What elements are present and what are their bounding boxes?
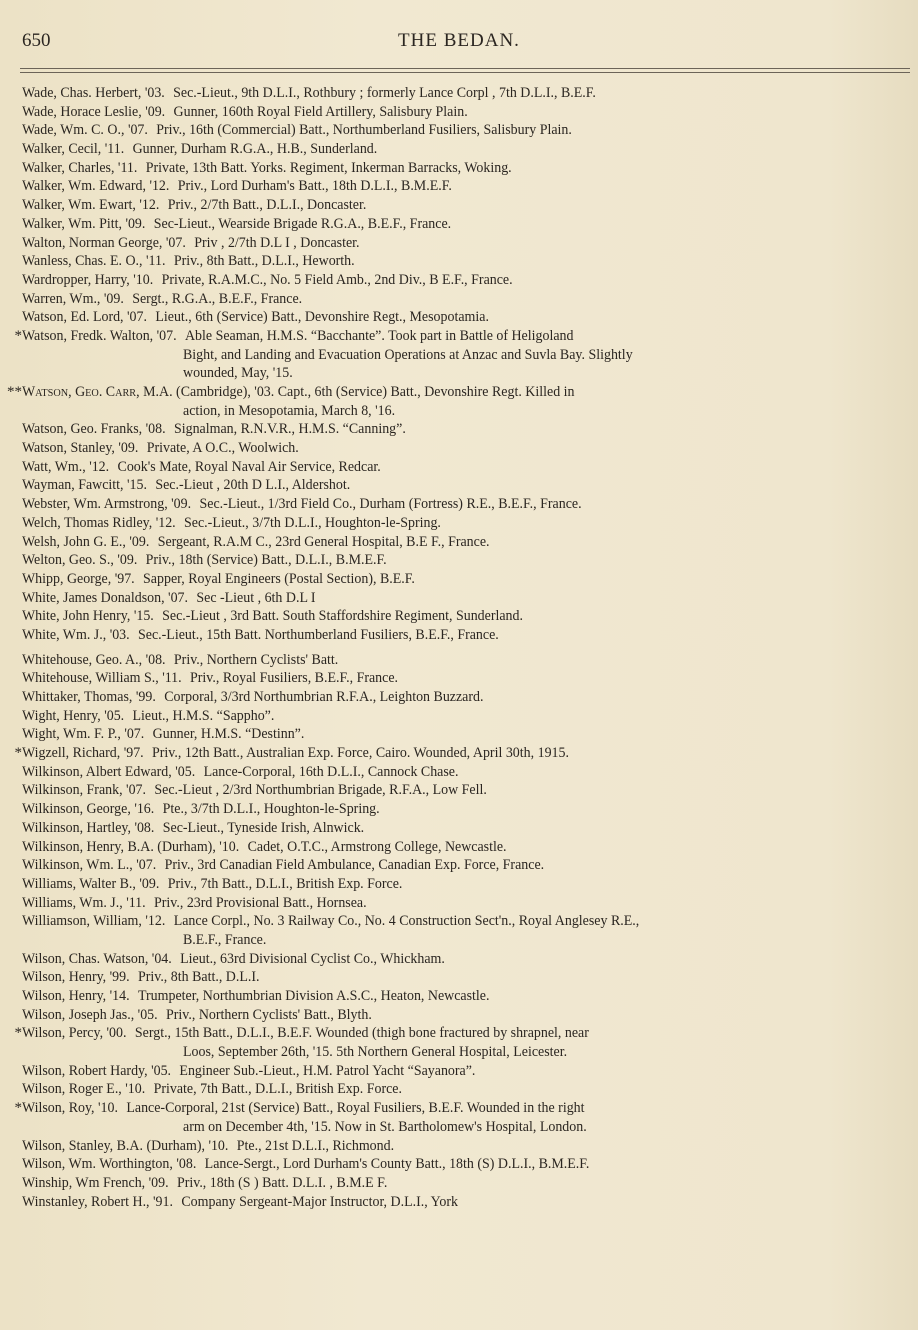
entry-line-text — [22, 215, 451, 234]
page-number: 650 — [22, 30, 51, 51]
list-item — [0, 707, 918, 726]
entry-line-text — [22, 551, 387, 570]
list-item — [0, 103, 918, 122]
entry-first-line — [0, 215, 918, 234]
entry-line-text — [22, 252, 355, 271]
entry-line-text — [22, 607, 523, 626]
entry-name: Wight, Wm. F. P., '07. — [22, 726, 145, 743]
running-title: THE BEDAN. — [398, 30, 520, 51]
list-item — [0, 950, 918, 969]
entry-line-text: Loos, September 26th, '15. 5th Northern General Hospital, Leicester. — [183, 1044, 568, 1061]
entry-first-line — [0, 1193, 918, 1212]
entry-first-line — [0, 669, 918, 688]
entry-first-line — [0, 327, 918, 346]
entry-details: Lance-Sergt., Lord Durham's County Batt., 18th (S) D.L.I., B.M.E.F. — [204, 1156, 590, 1173]
entry-line-text — [22, 383, 575, 402]
entry-first-line — [0, 950, 918, 969]
entry-line-text — [22, 514, 441, 533]
entry-first-line — [0, 420, 918, 439]
entry-first-line — [0, 159, 918, 178]
entry-details: Lance Corpl., No. 3 Railway Co., No. 4 Construction Sect'n., Royal Anglesey R.E., — [173, 913, 640, 930]
entry-line-text — [22, 725, 304, 744]
list-item — [0, 819, 918, 838]
list-item — [0, 669, 918, 688]
entry-name: White, Wm. J., '03. — [22, 626, 130, 643]
entry-line-text — [22, 121, 572, 140]
entry-line-text — [22, 476, 350, 495]
list-item — [0, 1024, 918, 1061]
asterisk-mark: * — [14, 327, 22, 344]
entry-first-line — [0, 495, 918, 514]
entry-first-line — [0, 651, 918, 670]
list-item — [0, 140, 918, 159]
entry-first-line — [0, 781, 918, 800]
entry-details: Gunner, Durham R.G.A., H.B., Sunderland. — [132, 141, 378, 158]
entry-details: Private, A O.C., Woolwich. — [146, 440, 299, 457]
entry-name: Welsh, John G. E., '09. — [22, 533, 150, 550]
entry-line-text — [22, 533, 490, 552]
entry-name: Watson, Geo. Carr — [22, 384, 137, 400]
entry-first-line — [0, 1099, 918, 1118]
entry-name: Walker, Wm. Ewart, '12. — [22, 197, 160, 214]
entry-first-line — [0, 987, 918, 1006]
entry-name: Wilson, Henry, '14. — [22, 988, 130, 1004]
entry-name: Walton, Norman George, '07. — [22, 234, 186, 251]
entry-first-line — [0, 458, 918, 477]
entry-first-line — [0, 1080, 918, 1099]
entry-line-text — [22, 589, 316, 608]
entry-details: Priv , 2/7th D.L I , Doncaster. — [194, 234, 360, 251]
entry-name: Williams, Walter B., '09. — [22, 875, 160, 892]
list-item — [0, 763, 918, 782]
entry-line-text — [22, 856, 544, 875]
entry-details: Priv., Northern Cyclists' Batt., Blyth. — [166, 1006, 372, 1023]
entry-line-text — [22, 894, 367, 913]
entry-first-line — [0, 838, 918, 857]
list-item — [0, 458, 918, 477]
list-item — [0, 383, 918, 420]
entry-name: Wilson, Joseph Jas., '05. — [22, 1006, 158, 1023]
entry-name: Wilson, Roger E., '10. — [22, 1081, 146, 1098]
entry-name: Walker, Cecil, '11. — [22, 141, 125, 158]
entry-line-text — [22, 819, 364, 838]
entry-line-text — [22, 420, 406, 439]
entry-line-text — [22, 1080, 402, 1099]
entry-line-text — [22, 1155, 589, 1174]
entry-line-text — [22, 950, 445, 969]
list-item — [0, 894, 918, 913]
entry-details: Sec.-Lieut., 1/3rd Field Co., Durham (Fortress) R.E., B.E.F., France. — [199, 496, 582, 513]
entry-line-text — [22, 651, 338, 670]
list-item — [0, 533, 918, 552]
entry-details: Priv., 8th Batt., D.L.I. — [137, 969, 260, 986]
entry-name: Wardropper, Harry, '10. — [22, 271, 154, 288]
entry-first-line — [0, 894, 918, 913]
list-item — [0, 838, 918, 857]
entry-details: Sapper, Royal Engineers (Postal Section), B.E.F. — [143, 570, 415, 587]
list-item — [0, 856, 918, 875]
entry-name: Wilson, Percy, '00. — [22, 1025, 127, 1042]
entry-name: Wilson, Chas. Watson, '04. — [22, 950, 172, 967]
entry-name: Walker, Wm. Pitt, '09. — [22, 215, 146, 232]
entry-details: Private, 7th Batt., D.L.I., British Exp. Force. — [153, 1081, 402, 1098]
entry-name: Wilson, Henry, '99. — [22, 969, 130, 986]
entry-details: , M.A. (Cambridge), '03. Capt., 6th (Service) Batt., Devonshire Regt. Killed in — [136, 384, 575, 400]
entry-first-line — [0, 707, 918, 726]
entry-line-text — [22, 177, 452, 196]
list-item — [0, 781, 918, 800]
entry-first-line — [0, 121, 918, 140]
list-item — [0, 514, 918, 533]
entry-name: Welton, Geo. S., '09. — [22, 552, 138, 569]
entry-first-line — [0, 252, 918, 271]
entry-details: Sec-Lieut., Tyneside Irish, Alnwick. — [162, 819, 365, 836]
entry-details: Sergt., R.G.A., B.E.F., France. — [132, 290, 303, 307]
list-item — [0, 875, 918, 894]
entry-details: Pte., 21st D.L.I., Richmond. — [236, 1137, 395, 1154]
entry-first-line — [0, 1062, 918, 1081]
entry-line-text — [22, 1062, 475, 1081]
list-item — [0, 271, 918, 290]
entry-details: Sec.-Lieut , 3rd Batt. South Staffordshire Regiment, Sunderland. — [162, 608, 523, 625]
entry-details: Gunner, 160th Royal Field Artillery, Salisbury Plain. — [173, 103, 468, 120]
list-item — [0, 420, 918, 439]
list-item — [0, 725, 918, 744]
entry-continuation-line — [0, 1118, 918, 1137]
entry-first-line — [0, 1024, 918, 1043]
entry-name: Wade, Wm. C. O., '07. — [22, 122, 148, 139]
entry-first-line — [0, 140, 918, 159]
list-item — [0, 84, 918, 103]
list-item — [0, 1155, 918, 1174]
entry-details: Priv., 8th Batt., D.L.I., Heworth. — [173, 253, 355, 270]
entry-first-line — [0, 551, 918, 570]
entry-continuation-line — [0, 364, 918, 383]
entry-first-line — [0, 819, 918, 838]
entry-first-line — [0, 271, 918, 290]
entry-line-text — [22, 327, 573, 346]
entry-name: Wilson, Roy, '10. — [22, 1100, 118, 1117]
list-item — [0, 570, 918, 589]
entry-first-line — [0, 290, 918, 309]
entry-continuation-line — [0, 1043, 918, 1062]
entry-details: Private, R.A.M.C., No. 5 Field Amb., 2nd Div., B E.F., France. — [161, 271, 513, 288]
entry-name: Wilkinson, Albert Edward, '05. — [22, 763, 196, 780]
entry-details: Sec.-Lieut., 3/7th D.L.I., Houghton-le-Spring. — [184, 514, 441, 531]
entry-line-text — [22, 159, 512, 178]
entry-first-line — [0, 234, 918, 253]
list-item — [0, 589, 918, 608]
entry-name: Walker, Wm. Edward, '12. — [22, 178, 170, 195]
entry-details: Priv., 16th (Commercial) Batt., Northumberland Fusiliers, Salisbury Plain. — [156, 122, 572, 139]
list-item — [0, 252, 918, 271]
entry-first-line — [0, 84, 918, 103]
entry-first-line — [0, 476, 918, 495]
entry-name: Williams, Wm. J., '11. — [22, 894, 146, 911]
entry-details: Cook's Mate, Royal Naval Air Service, Redcar. — [117, 458, 381, 475]
entry-name: Watt, Wm., '12. — [22, 458, 110, 475]
asterisk-mark: ** — [7, 384, 22, 400]
entry-line-text — [22, 84, 596, 103]
asterisk-mark: * — [14, 745, 22, 762]
entry-name: Watson, Geo. Franks, '08. — [22, 421, 166, 438]
entry-details: Sec.-Lieut , 2/3rd Northumbrian Brigade, R.F.A., Low Fell. — [154, 782, 487, 799]
entry-name: Whitehouse, Geo. A., '08. — [22, 651, 166, 668]
entry-details: Company Sergeant-Major Instructor, D.L.I., York — [181, 1193, 458, 1210]
entry-name: Wilson, Robert Hardy, '05. — [22, 1062, 172, 1079]
entry-details: Priv., 18th (S ) Batt. D.L.I. , B.M.E F. — [176, 1174, 388, 1191]
entry-details: Sec-Lieut., Wearside Brigade R.G.A., B.E.F., France. — [153, 215, 452, 232]
list-item — [0, 987, 918, 1006]
entry-first-line — [0, 856, 918, 875]
entry-line-text — [22, 781, 487, 800]
entry-name: Wilkinson, Wm. L., '07. — [22, 857, 157, 874]
roll-of-service-list — [0, 84, 918, 1211]
list-item — [0, 651, 918, 670]
entry-name: Wilson, Wm. Worthington, '08. — [22, 1156, 197, 1173]
entry-continuation-line — [0, 931, 918, 950]
list-item — [0, 1062, 918, 1081]
entry-first-line — [0, 1006, 918, 1025]
list-item — [0, 215, 918, 234]
list-item — [0, 439, 918, 458]
entry-line-text — [22, 290, 302, 309]
entry-details: Corporal, 3/3rd Northumbrian R.F.A., Leighton Buzzard. — [164, 689, 484, 705]
asterisk-mark: * — [14, 1100, 22, 1117]
list-item — [0, 1193, 918, 1212]
entry-details: Sec.-Lieut., 9th D.L.I., Rothbury ; formerly Lance Corpl , 7th D.L.I., B.E.F. — [173, 85, 596, 101]
entry-line-text — [22, 308, 489, 327]
entry-name: Wilson, Stanley, B.A. (Durham), '10. — [22, 1137, 229, 1154]
entry-line-text — [22, 763, 458, 782]
list-item — [0, 800, 918, 819]
entry-line-text: arm on December 4th, '15. Now in St. Bartholomew's Hospital, London. — [183, 1118, 587, 1135]
entry-details: Engineer Sub.-Lieut., H.M. Patrol Yacht “Sayanora”. — [179, 1062, 476, 1079]
entry-line-text — [22, 103, 468, 122]
entry-line-text — [22, 1099, 585, 1118]
list-item — [0, 121, 918, 140]
entry-first-line — [0, 514, 918, 533]
list-item — [0, 744, 918, 763]
entry-details: Pte., 3/7th D.L.I., Houghton-le-Spring. — [162, 801, 380, 818]
entry-details: Sec.-Lieut , 20th D L.I., Aldershot. — [155, 477, 351, 494]
entry-name: Wade, Horace Leslie, '09. — [22, 103, 166, 120]
entry-name: Wilkinson, Hartley, '08. — [22, 819, 155, 836]
list-item — [0, 1174, 918, 1193]
list-item — [0, 327, 918, 383]
entry-line-text — [22, 744, 569, 763]
list-item — [0, 234, 918, 253]
entry-details: Able Seaman, H.M.S. “Bacchante”. Took part in Battle of Heligoland — [184, 327, 574, 344]
entry-first-line — [0, 607, 918, 626]
list-item — [0, 1006, 918, 1025]
entry-details: Priv., 7th Batt., D.L.I., British Exp. Force. — [167, 875, 403, 892]
entry-line-text — [22, 800, 380, 819]
entry-details: Priv., 3rd Canadian Field Ambulance, Canadian Exp. Force, France. — [164, 857, 545, 874]
entry-first-line — [0, 1174, 918, 1193]
entry-first-line — [0, 744, 918, 763]
list-item — [0, 688, 918, 707]
entry-line-text — [22, 912, 639, 931]
entry-details: Sergt., 15th Batt., D.L.I., B.E.F. Wounded (thigh bone fractured by shrapnel, near — [134, 1025, 589, 1042]
entry-details: Sergeant, R.A.M C., 23rd General Hospital, B.E F., France. — [157, 533, 490, 550]
entry-name: Watson, Fredk. Walton, '07. — [22, 327, 177, 344]
entry-first-line — [0, 308, 918, 327]
entry-name: Winstanley, Robert H., '91. — [22, 1193, 173, 1210]
list-item — [0, 290, 918, 309]
entry-first-line — [0, 875, 918, 894]
entry-details: Priv., Northern Cyclists' Batt. — [173, 651, 339, 668]
entry-line-text — [22, 968, 260, 987]
entry-line-text — [22, 196, 366, 215]
list-item — [0, 626, 918, 645]
entry-name: Whipp, George, '97. — [22, 570, 135, 587]
entry-details: Sec -Lieut , 6th D.L I — [196, 589, 316, 606]
list-item — [0, 551, 918, 570]
list-item — [0, 1099, 918, 1136]
entry-line-text: wounded, May, '15. — [183, 365, 293, 382]
entry-line-text: action, in Mesopotamia, March 8, '16. — [183, 402, 396, 419]
entry-first-line — [0, 1155, 918, 1174]
entry-first-line — [0, 968, 918, 987]
list-item — [0, 607, 918, 626]
entry-first-line — [0, 439, 918, 458]
entry-details: Priv., 23rd Provisional Batt., Hornsea. — [154, 894, 367, 911]
entry-details: Priv., 2/7th Batt., D.L.I., Doncaster. — [167, 197, 367, 214]
entry-name: Walker, Charles, '11. — [22, 159, 138, 176]
entry-line-text — [22, 1137, 394, 1156]
entry-line-text — [22, 495, 582, 514]
entry-first-line — [0, 800, 918, 819]
entry-first-line — [0, 196, 918, 215]
list-item — [0, 1080, 918, 1099]
entry-line-text — [22, 140, 377, 159]
entry-name: Winship, Wm French, '09. — [22, 1174, 169, 1191]
entry-first-line — [0, 912, 918, 931]
entry-first-line — [0, 383, 918, 402]
entry-name: Wanless, Chas. E. O., '11. — [22, 253, 166, 270]
entry-line-text — [22, 1024, 589, 1043]
entry-name: Williamson, William, '12. — [22, 913, 166, 930]
entry-details: Lieut., 63rd Divisional Cyclist Co., Whickham. — [180, 950, 445, 967]
entry-name: Wilkinson, Frank, '07. — [22, 782, 147, 799]
entry-first-line — [0, 725, 918, 744]
entry-name: Warren, Wm., '09. — [22, 290, 124, 307]
entry-details: Priv., 18th (Service) Batt., D.L.I., B.M.E.F. — [145, 552, 387, 569]
entry-line-text — [22, 1193, 458, 1212]
entry-name: Wilkinson, Henry, B.A. (Durham), '10. — [22, 838, 240, 855]
entry-details: Lieut., 6th (Service) Batt., Devonshire Regt., Mesopotamia. — [155, 309, 489, 326]
entry-line-text — [22, 838, 507, 857]
entry-continuation-line — [0, 346, 918, 365]
list-item — [0, 476, 918, 495]
entry-details: Cadet, O.T.C., Armstrong College, Newcastle. — [247, 838, 507, 855]
entry-name: Wilkinson, George, '16. — [22, 801, 155, 818]
entry-details: Priv., Lord Durham's Batt., 18th D.L.I., B.M.E.F. — [177, 178, 452, 195]
entry-line-text — [22, 439, 299, 458]
entry-name: Welch, Thomas Ridley, '12. — [22, 514, 176, 531]
list-item — [0, 177, 918, 196]
entry-details: Lance-Corporal, 16th D.L.I., Cannock Chase. — [203, 763, 459, 780]
list-item — [0, 196, 918, 215]
entry-name: Watson, Stanley, '09. — [22, 440, 139, 457]
entry-line-text: B.E.F., France. — [183, 931, 267, 948]
entry-details: Priv., 12th Batt., Australian Exp. Force, Cairo. Wounded, April 30th, 1915. — [152, 745, 569, 762]
entry-first-line — [0, 570, 918, 589]
list-item — [0, 159, 918, 178]
entry-line-text — [22, 570, 415, 589]
entry-first-line — [0, 177, 918, 196]
list-item — [0, 495, 918, 514]
entry-details: Sec.-Lieut., 15th Batt. Northumberland Fusiliers, B.E.F., France. — [138, 626, 499, 643]
entry-first-line — [0, 533, 918, 552]
header-rule — [20, 68, 910, 73]
entry-line-text — [22, 688, 483, 707]
list-item — [0, 912, 918, 949]
entry-details: Priv., Royal Fusiliers, B.E.F., France. — [190, 670, 399, 687]
entry-name: Whittaker, Thomas, '99. — [22, 689, 156, 705]
entry-line-text — [22, 626, 499, 645]
entry-line-text — [22, 987, 489, 1006]
entry-name: White, James Donaldson, '07. — [22, 589, 189, 606]
entry-first-line — [0, 103, 918, 122]
entry-name: White, John Henry, '15. — [22, 608, 154, 625]
entry-line-text — [22, 669, 398, 688]
entry-line-text — [22, 875, 402, 894]
list-item — [0, 308, 918, 327]
entry-details: Trumpeter, Northumbrian Division A.S.C., Heaton, Newcastle. — [137, 988, 490, 1004]
entry-line-text — [22, 1174, 387, 1193]
entry-name: Wigzell, Richard, '97. — [22, 745, 144, 762]
entry-first-line — [0, 626, 918, 645]
entry-name: Watson, Ed. Lord, '07. — [22, 309, 147, 326]
entry-name: Wayman, Fawcitt, '15. — [22, 477, 147, 494]
entry-details: Private, 13th Batt. Yorks. Regiment, Inkerman Barracks, Woking. — [145, 159, 512, 176]
entry-name: Wade, Chas. Herbert, '03. — [22, 85, 165, 101]
asterisk-mark: * — [14, 1025, 22, 1042]
entry-name: Wight, Henry, '05. — [22, 707, 125, 724]
entry-name: Whitehouse, William S., '11. — [22, 670, 182, 687]
list-item — [0, 968, 918, 987]
entry-line-text: Bight, and Landing and Evacuation Operations at Anzac and Suvla Bay. Slightly — [183, 346, 633, 363]
entry-line-text — [22, 707, 274, 726]
entry-first-line — [0, 688, 918, 707]
entry-line-text — [22, 458, 381, 477]
entry-details: Signalman, R.N.V.R., H.M.S. “Canning”. — [173, 421, 406, 438]
entry-continuation-line — [0, 402, 918, 421]
entry-line-text — [22, 271, 513, 290]
entry-details: Gunner, H.M.S. “Destinn”. — [152, 726, 305, 743]
entry-details: Lieut., H.M.S. “Sappho”. — [132, 707, 275, 724]
list-item — [0, 1137, 918, 1156]
entry-details: Lance-Corporal, 21st (Service) Batt., Royal Fusiliers, B.E.F. Wounded in the right — [126, 1100, 585, 1117]
entry-first-line — [0, 1137, 918, 1156]
entry-line-text — [22, 234, 360, 253]
entry-name: Webster, Wm. Armstrong, '09. — [22, 496, 192, 513]
entry-line-text — [22, 1006, 372, 1025]
entry-first-line — [0, 763, 918, 782]
entry-first-line — [0, 589, 918, 608]
